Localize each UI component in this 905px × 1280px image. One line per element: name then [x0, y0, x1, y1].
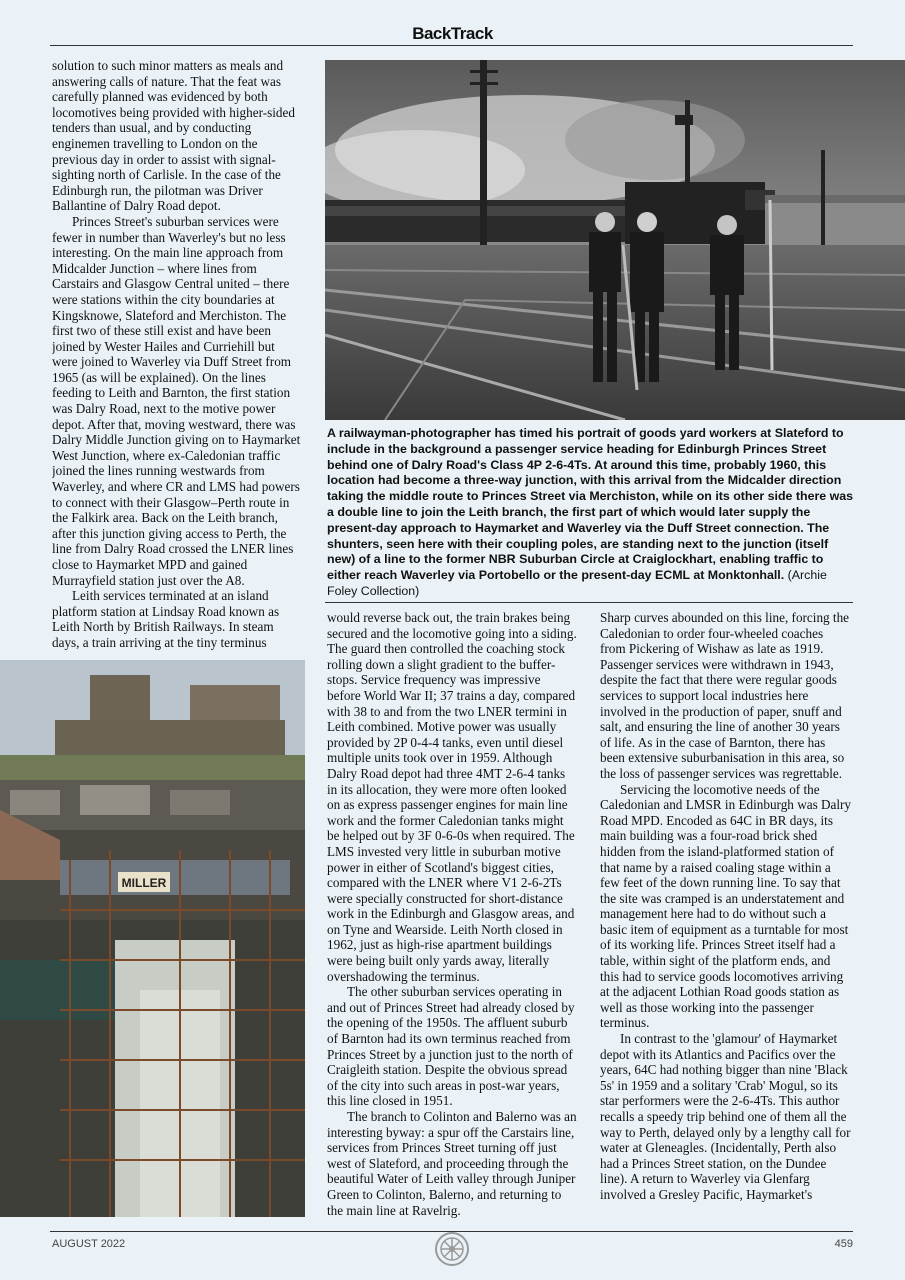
- paragraph: The branch to Colinton and Balerno was an interesting byway: a spur off the Carstairs line, services from Princes Street turning off just west of Slateford, and proceeding through the beautiful Water of Leith valley through Juniper Green to Colinton, Balerno, and returning to the main line at Ravelrig.: [327, 1109, 577, 1218]
- text-column-3: [600, 610, 852, 1225]
- caption-rule: [325, 602, 853, 603]
- paragraph: The other suburban services operating in and out of Princes Street had already closed by the opening of the 1950s. The affluent suburb of Barnton had its own terminus reached from Princes Street by a junction just to the north of Craigleith station. Despite the obvious spread of the city into such areas in post-war years, this line closed in 1951.: [327, 984, 575, 1109]
- photo-slateford-shunters: [325, 60, 905, 420]
- photo-edinburgh-castle-construction: [0, 660, 305, 1217]
- paragraph: In contrast to the 'glamour' of Haymarket depot with its Atlantics and Pacifics over the years, 64C had nothing bigger than nine 'Black 5s' in 1959 and a solitary 'Crab' Mogul, so its star performers were the 2-6-4Ts. This author recalls a speedy trip behind one of them all the way to Perth, delayed only by a lengthy call for water at Gleneagles. (Incidentally, Perth also had a Princes Street station, on the Dundee line). A return to Waverley via Glenfarg involved a Gresley Pacific, Haymarket's: [600, 1031, 851, 1202]
- header-rule: [50, 45, 853, 46]
- magazine-masthead: BackTrack: [412, 24, 493, 43]
- photo-caption: [327, 426, 857, 600]
- paragraph: Servicing the locomotive needs of the Caledonian and LMSR in Edinburgh was Dalry Road MPD. Encoded as 64C in BR days, its main building was a four-road brick shed hidden from the island-platformed station of that name by a raised coaling stage within a few feet of the down running line. To say that the site was cramped is an understatement and management here had to do without such a basic item of equipment as a turntable for most of its working life. Princes Street itself had a table, within sight of the platform ends, and this had to service goods locomotives arriving at the adjacent Lothian Road goods station as well as those working into the passenger terminus.: [600, 781, 852, 1031]
- paragraph: would reverse back out, the train brakes being secured and the locomotive going into a siding. The guard then controlled the coaching stock rolling down a slight gradient to the buffer-stops. Service frequency was impressive before World War II; 37 trains a day, compared with 38 to and from the two LNER termini in Leith combined. Motive power was usually provided by 2P 0-4-4 tanks, even until diesel multiple units took over in 1959. Although Dalry Road depot had three 4MT 2-6-4 tanks in its allocation, they were more often looked on as express passenger engines for main line work and the former Caledonian tanks might be helped out by 3F 0-6-0s when required. The LMS invested very little in suburban motive power in either of Scotland's biggest cities, compared with the LNER where V1 2-6-2Ts were specially constructed for short-distance work in the Edinburgh and Glasgow areas, and on Tyne and Wearside. Leith North closed in 1962, just as high-rise apartment buildings were being built only yards away, literally overshadowing the terminus.: [327, 610, 577, 984]
- page-number: 459: [834, 1238, 853, 1250]
- caption-text: A railwayman-photographer has timed his portrait of goods yard workers at Slateford to include in the background a passenger service heading for Edinburgh Princes Street behind one of Dalry Road's Class 4P 2-6-4Ts. At around this time, probably 1960, this location had become a three-way junction, with this arrival from the Midcalder direction taking the middle route to Princes Street via Merchiston, while on its other side there was a double line to join the Leith branch, the first part of which would later supply the present-day approach to Haymarket and Waverley via the Duff Street connection. The shunters, seen here with their coupling poles, are standing next to the junction (itself new) of a line to the former NBR Suburban Circle at Craiglockhart, enabling traffic to either reach Waverley via Portobello or the present-day ECML at Monktonhall.: [327, 426, 854, 583]
- wheel-emblem-icon: [434, 1231, 470, 1267]
- paragraph: Princes Street's suburban services were fewer in number than Waverley's but no less interesting. On the main line approach from Midcalder Junction – where lines from Carstairs and Glasgow Central united – there were stations within the city boundaries at Kingsknowe, Slateford and Merchiston. The first two of these still exist and have been joined by Wester Hailes and Curriehill but were joined to Waverley via Duff Street from 1965 (as will be explained). On the lines feeding to Leith and Barnton, the first station was Dalry Road, next to the motive power depot. After that, moving westward, there was Dalry Middle Junction giving on to Haymarket West Junction, where ex-Caledonian traffic joined the lines running westwards from Waverley, and where CR and LMS had powers to connect with their Glasgow–Perth route in the Falkirk area. Back on the Leith branch, after this junction giving access to Perth, the line from Dalry Road crossed the LNER lines close to Haymarket MPD and gained Murrayfield station just over the A8.: [52, 213, 301, 588]
- text-column-1: [52, 58, 302, 658]
- paragraph: Sharp curves abounded on this line, forcing the Caledonian to order four-wheeled coaches from Pickering of Wishaw as late as 1919. Passenger services were withdrawn in 1943, despite the fact that there were regular goods services to support local industries here involved in the production of paper, snuff and salt, and ensuring the line of another 30 years of life. As in the case of Barnton, there has been extensive suburbanisation in this area, so the loss of passenger services was regrettable.: [600, 610, 850, 781]
- text-column-2: [327, 610, 577, 1225]
- issue-date: AUGUST 2022: [52, 1238, 126, 1250]
- paragraph: Leith services terminated at an island platform station at Lindsay Road known as Leith North by British Railways. In steam days, a train arriving at the tiny terminus: [52, 588, 280, 650]
- miller-sign-text: MILLER: [121, 876, 167, 890]
- photo-credit: (Archie Foley Collection): [327, 568, 827, 598]
- paragraph: solution to such minor matters as meals and answering calls of nature. That the feat was carefully planned was evidenced by both locomotives being provided with higher-sided tenders than usual, and by conducting enginemen travelling to London on the previous day in order to assist with signal-sighting north of Carlisle. In the case of the Edinburgh run, the pilotman was Driver Ballantine of Dalry Road depot.: [52, 58, 295, 214]
